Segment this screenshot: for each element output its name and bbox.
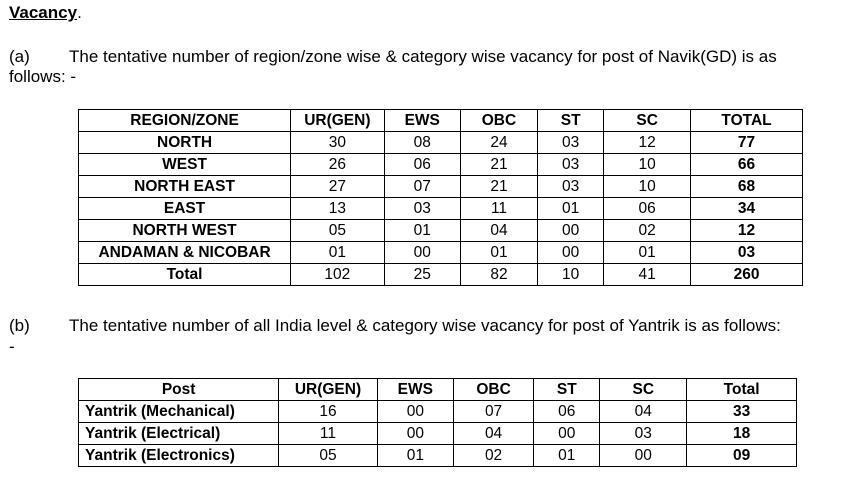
value-cell: 24 <box>460 132 537 154</box>
value-cell: 03 <box>538 154 604 176</box>
post-name-cell: Yantrik (Electrical) <box>79 423 279 445</box>
table-row <box>79 220 803 242</box>
header-cell: OBC <box>460 110 537 132</box>
table-row <box>79 242 803 264</box>
row-total-cell: 33 <box>687 401 797 423</box>
value-cell: 06 <box>534 401 600 423</box>
value-cell: 00 <box>538 220 604 242</box>
value-cell: 10 <box>604 154 691 176</box>
table-row <box>79 198 803 220</box>
navik-vacancy-table <box>78 109 803 286</box>
header-cell: UR(GEN) <box>279 379 377 401</box>
table-header-row <box>79 110 803 132</box>
row-total-cell: 66 <box>691 154 803 176</box>
value-cell: 41 <box>604 264 691 286</box>
value-cell: 26 <box>291 154 385 176</box>
value-cell: 13 <box>291 198 385 220</box>
row-total-cell: 68 <box>691 176 803 198</box>
value-cell: 82 <box>460 264 537 286</box>
header-cell: Post <box>79 379 279 401</box>
value-cell: 01 <box>538 198 604 220</box>
value-cell: 07 <box>384 176 460 198</box>
value-cell: 01 <box>460 242 537 264</box>
value-cell: 21 <box>460 154 537 176</box>
region-name-cell: NORTH WEST <box>79 220 291 242</box>
table-header-row <box>79 379 797 401</box>
row-total-cell: 18 <box>687 423 797 445</box>
value-cell: 16 <box>279 401 377 423</box>
header-cell: EWS <box>384 110 460 132</box>
header-cell: SC <box>604 110 691 132</box>
value-cell: 00 <box>377 401 453 423</box>
value-cell: 07 <box>453 401 533 423</box>
value-cell: 00 <box>384 242 460 264</box>
region-name-cell: Total <box>79 264 291 286</box>
row-total-cell: 34 <box>691 198 803 220</box>
value-cell: 02 <box>604 220 691 242</box>
post-name-cell: Yantrik (Electronics) <box>79 445 279 467</box>
value-cell: 01 <box>291 242 385 264</box>
value-cell: 04 <box>460 220 537 242</box>
value-cell: 04 <box>600 401 687 423</box>
section-a-line2: follows: - <box>9 67 77 86</box>
yantrik-vacancy-table <box>78 378 797 467</box>
value-cell: 03 <box>538 176 604 198</box>
table-row <box>79 132 803 154</box>
value-cell: 04 <box>453 423 533 445</box>
table-row <box>79 154 803 176</box>
value-cell: 03 <box>538 132 604 154</box>
section-b-marker: (b) <box>9 316 30 335</box>
table-row <box>79 445 797 467</box>
row-total-cell: 260 <box>691 264 803 286</box>
row-total-cell: 12 <box>691 220 803 242</box>
value-cell: 30 <box>291 132 385 154</box>
table-row <box>79 401 797 423</box>
region-name-cell: NORTH <box>79 132 291 154</box>
value-cell: 102 <box>291 264 385 286</box>
value-cell: 10 <box>538 264 604 286</box>
value-cell: 11 <box>460 198 537 220</box>
value-cell: 01 <box>384 220 460 242</box>
value-cell: 03 <box>600 423 687 445</box>
row-total-cell: 03 <box>691 242 803 264</box>
row-total-cell: 09 <box>687 445 797 467</box>
value-cell: 01 <box>534 445 600 467</box>
section-a-line1: The tentative number of region/zone wise & category wise vacancy for post of Navik(GD) is as <box>69 47 777 66</box>
section-b-line1: The tentative number of all India level & category wise vacancy for post of Yantrik is as follows: <box>69 316 781 335</box>
value-cell: 11 <box>279 423 377 445</box>
header-cell: Total <box>687 379 797 401</box>
value-cell: 01 <box>604 242 691 264</box>
value-cell: 10 <box>604 176 691 198</box>
header-cell: UR(GEN) <box>291 110 385 132</box>
value-cell: 08 <box>384 132 460 154</box>
table-row <box>79 423 797 445</box>
header-cell: ST <box>534 379 600 401</box>
value-cell: 00 <box>534 423 600 445</box>
value-cell: 12 <box>604 132 691 154</box>
value-cell: 00 <box>600 445 687 467</box>
value-cell: 02 <box>453 445 533 467</box>
table-row <box>79 264 803 286</box>
header-cell: TOTAL <box>691 110 803 132</box>
header-cell: OBC <box>453 379 533 401</box>
row-total-cell: 77 <box>691 132 803 154</box>
section-a-marker: (a) <box>9 47 30 66</box>
value-cell: 25 <box>384 264 460 286</box>
value-cell: 03 <box>384 198 460 220</box>
post-name-cell: Yantrik (Mechanical) <box>79 401 279 423</box>
heading-text: Vacancy <box>9 3 78 22</box>
page-heading <box>9 3 82 23</box>
header-cell: SC <box>600 379 687 401</box>
value-cell: 00 <box>538 242 604 264</box>
value-cell: 27 <box>291 176 385 198</box>
region-name-cell: EAST <box>79 198 291 220</box>
region-name-cell: WEST <box>79 154 291 176</box>
section-b-intro <box>9 316 781 336</box>
value-cell: 21 <box>460 176 537 198</box>
value-cell: 00 <box>377 423 453 445</box>
region-name-cell: ANDAMAN & NICOBAR <box>79 242 291 264</box>
region-name-cell: NORTH EAST <box>79 176 291 198</box>
value-cell: 05 <box>279 445 377 467</box>
value-cell: 06 <box>384 154 460 176</box>
header-cell: EWS <box>377 379 453 401</box>
heading-suffix: . <box>77 3 82 22</box>
value-cell: 05 <box>291 220 385 242</box>
value-cell: 01 <box>377 445 453 467</box>
header-cell: REGION/ZONE <box>79 110 291 132</box>
section-a-intro <box>9 47 777 67</box>
value-cell: 06 <box>604 198 691 220</box>
section-b-line2: - <box>9 337 15 356</box>
table-row <box>79 176 803 198</box>
header-cell: ST <box>538 110 604 132</box>
